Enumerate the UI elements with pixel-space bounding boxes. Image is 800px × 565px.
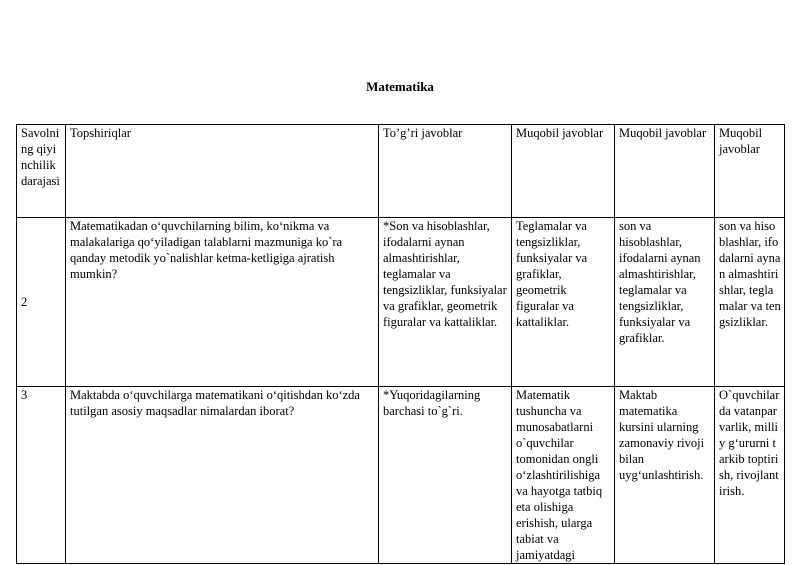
alternative-1-cell: Matematik tushuncha va munosabatlarni o`quvchilar tomonidan ongli o‘zlashtirilishiga va hayotga tatbiq eta olishiga erishish, ularga tabiat va jamiyatdagi xyxy=(512,387,615,564)
document-title: Matematika xyxy=(366,79,434,94)
alternative-2-cell: son va hisoblashlar, ifodalarni aynan almashtirishlar, teglamalar va tengsizliklar, funksiyalar va grafiklar. xyxy=(615,218,715,387)
alternative-2-cell: Maktab matematika kursini ularning zamonaviy rivoji bilan uyg‘unlashtirish. xyxy=(615,387,715,564)
table-row xyxy=(17,218,785,387)
header-correct-answers: To’g’ri javoblar xyxy=(379,125,512,218)
correct-answer-cell: *Son va hisoblashlar, ifodalarni aynan almashtirishlar, teglamalar va tengsizliklar, funksiyalar va grafiklar, geometrik figuralar va kattaliklar. xyxy=(379,218,512,387)
difficulty-cell: 2 xyxy=(17,218,66,387)
header-alternative-2: Muqobil javoblar xyxy=(615,125,715,218)
difficulty-cell: 3 xyxy=(17,387,66,564)
header-difficulty: Savolning qiyinchilik darajasi xyxy=(17,125,66,218)
alternative-1-cell: Teglamalar va tengsizliklar, funksiyalar va grafiklar, geometrik figuralar va kattaliklar. xyxy=(512,218,615,387)
task-cell: Maktabda o‘quvchilarga matematikani o‘qitishdan ko‘zda tutilgan asosiy maqsadlar nimalardan iborat? xyxy=(66,387,379,564)
header-alternative-1: Muqobil javoblar xyxy=(512,125,615,218)
header-alternative-3: Muqobil javoblar xyxy=(715,125,785,218)
correct-answer-cell: *Yuqoridagilarning barchasi to`g`ri. xyxy=(379,387,512,564)
questions-table xyxy=(16,124,785,564)
header-tasks: Topshiriqlar xyxy=(66,125,379,218)
task-cell: Matematikadan o‘quvchilarning bilim, ko‘nikma va malakalariga qo‘yiladigan talablarni mazmuniga ko`ra qanday metodik yo`nalishlar ketma-ketligiga ajratish mumkin? xyxy=(66,218,379,387)
alternative-3-cell: O`quvchilarda vatanparvarlik, milliy g‘ururni tarkib toptirish, rivojlantirish. xyxy=(715,387,785,564)
alternative-3-cell: son va hisoblashlar, ifodalarni aynan almashtirishlar, teglamalar va tengsizliklar. xyxy=(715,218,785,387)
table-header-row xyxy=(17,125,785,218)
table-row xyxy=(17,387,785,564)
